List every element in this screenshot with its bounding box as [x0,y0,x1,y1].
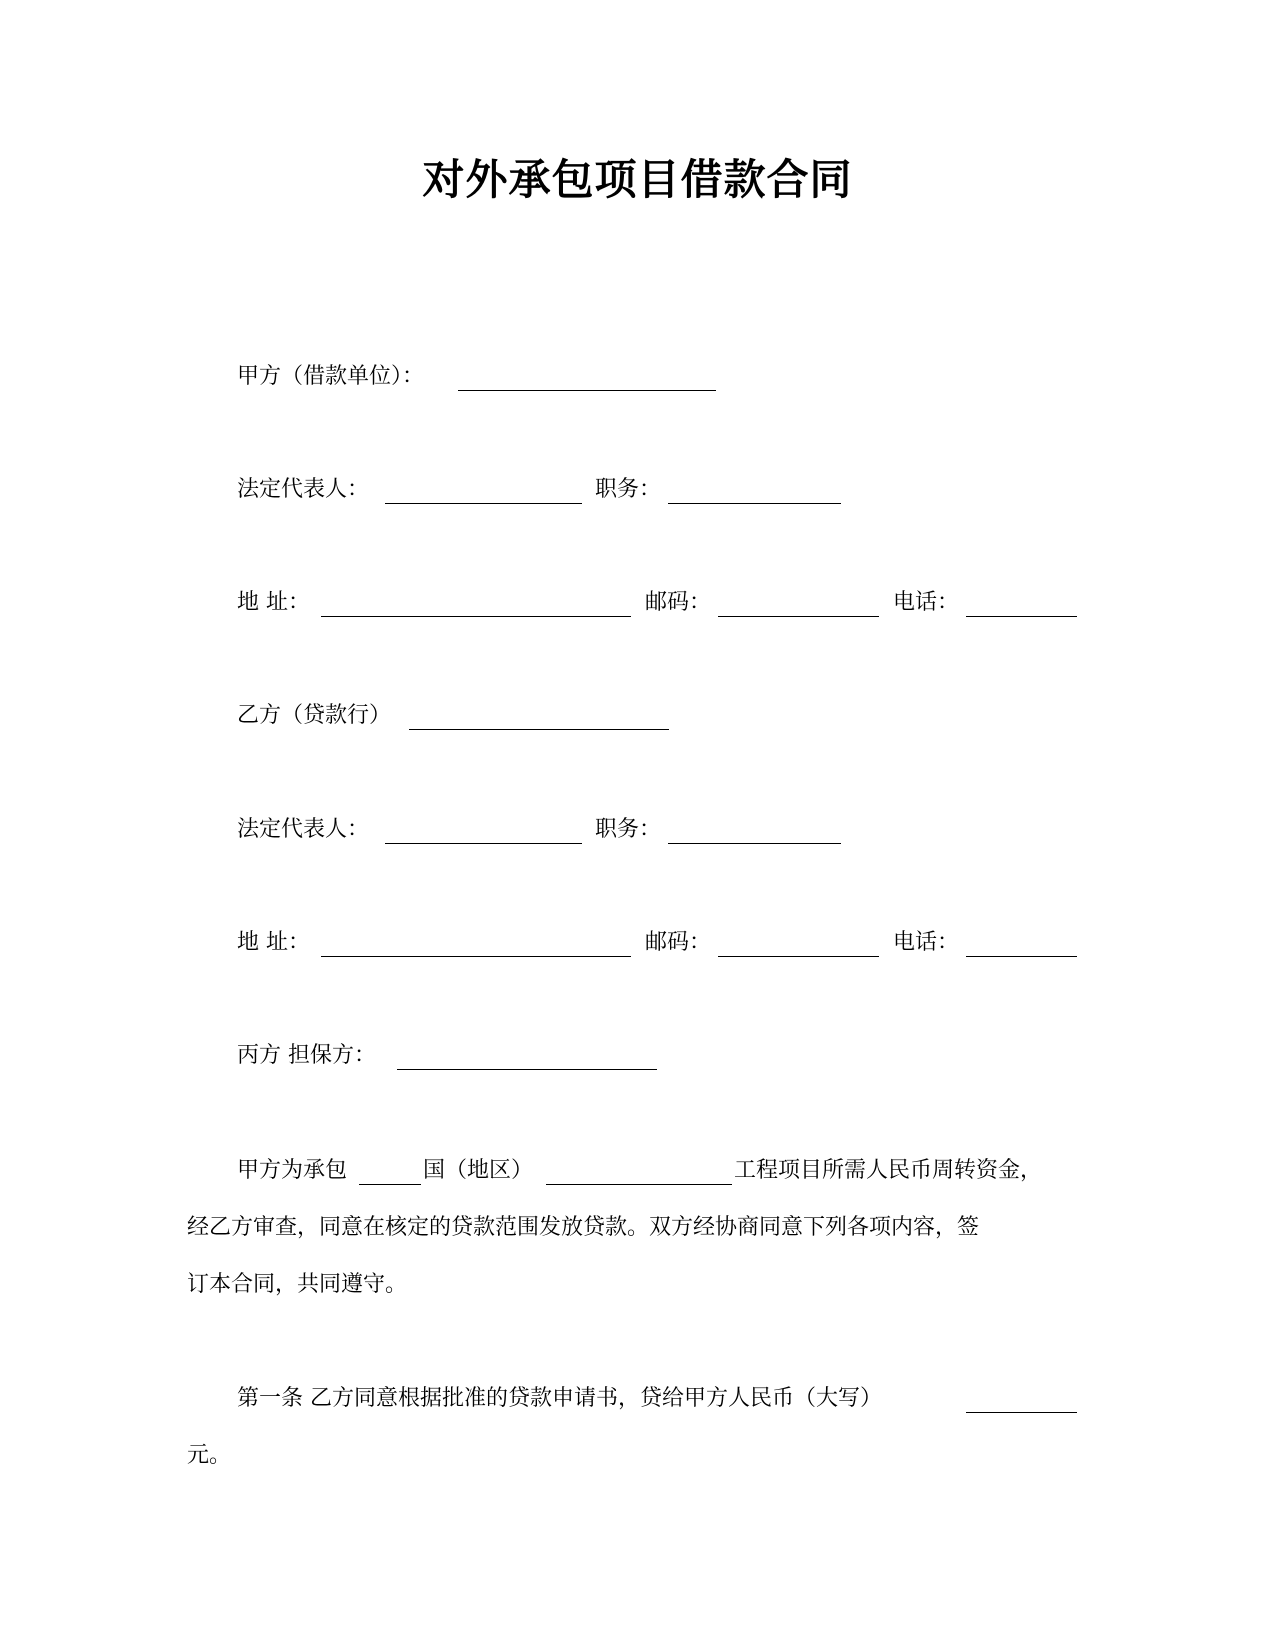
party-b-position-field[interactable] [668,843,841,844]
party-a-address-label: 地 址： [237,590,310,615]
party-a-phone-label: 电话： [893,590,960,615]
party-a-address-field[interactable] [321,616,631,617]
document-title: 对外承包项目借款合同 [422,155,853,204]
party-b-name-field[interactable] [409,729,669,730]
intro-text-3: 工程项目所需人民币周转资金， [734,1158,1043,1183]
party-a-position-label: 职务： [595,477,662,502]
party-a-postcode-label: 邮码： [645,590,712,615]
party-a-position-field[interactable] [668,503,841,504]
article-1-text: 第一条 乙方同意根据批准的贷款申请书，贷给甲方人民币（大写） [237,1386,882,1411]
party-b-postcode-label: 邮码： [645,930,712,955]
party-c-name-field[interactable] [397,1069,657,1070]
party-a-rep-label: 法定代表人： [237,477,370,502]
party-a-phone-field[interactable] [966,616,1077,617]
party-a-name-field[interactable] [458,390,716,391]
party-b-label: 乙方（贷款行） [237,703,392,728]
party-b-phone-label: 电话： [893,930,960,955]
party-a-label: 甲方（借款单位）： [237,364,425,389]
intro-project-field[interactable] [546,1184,732,1185]
party-b-address-label: 地 址： [237,930,310,955]
article-1-end: 元。 [187,1443,232,1468]
article-1-amount-field[interactable] [966,1412,1077,1413]
party-c-label: 丙方 担保方： [237,1043,376,1068]
party-a-postcode-field[interactable] [718,616,879,617]
intro-text-1: 甲方为承包 [237,1158,348,1183]
party-b-position-label: 职务： [595,817,662,842]
party-b-phone-field[interactable] [966,956,1077,957]
party-b-postcode-field[interactable] [718,956,879,957]
intro-text-line2: 经乙方审查，同意在核定的贷款范围发放贷款。双方经协商同意下列各项内容，签 [187,1215,980,1240]
party-b-rep-label: 法定代表人： [237,817,370,842]
party-b-rep-field[interactable] [385,843,582,844]
party-a-rep-field[interactable] [385,503,582,504]
party-b-address-field[interactable] [321,956,631,957]
intro-text-line3: 订本合同，共同遵守。 [187,1272,408,1297]
intro-country-field[interactable] [359,1184,421,1185]
intro-text-2: 国（地区） [423,1158,534,1183]
